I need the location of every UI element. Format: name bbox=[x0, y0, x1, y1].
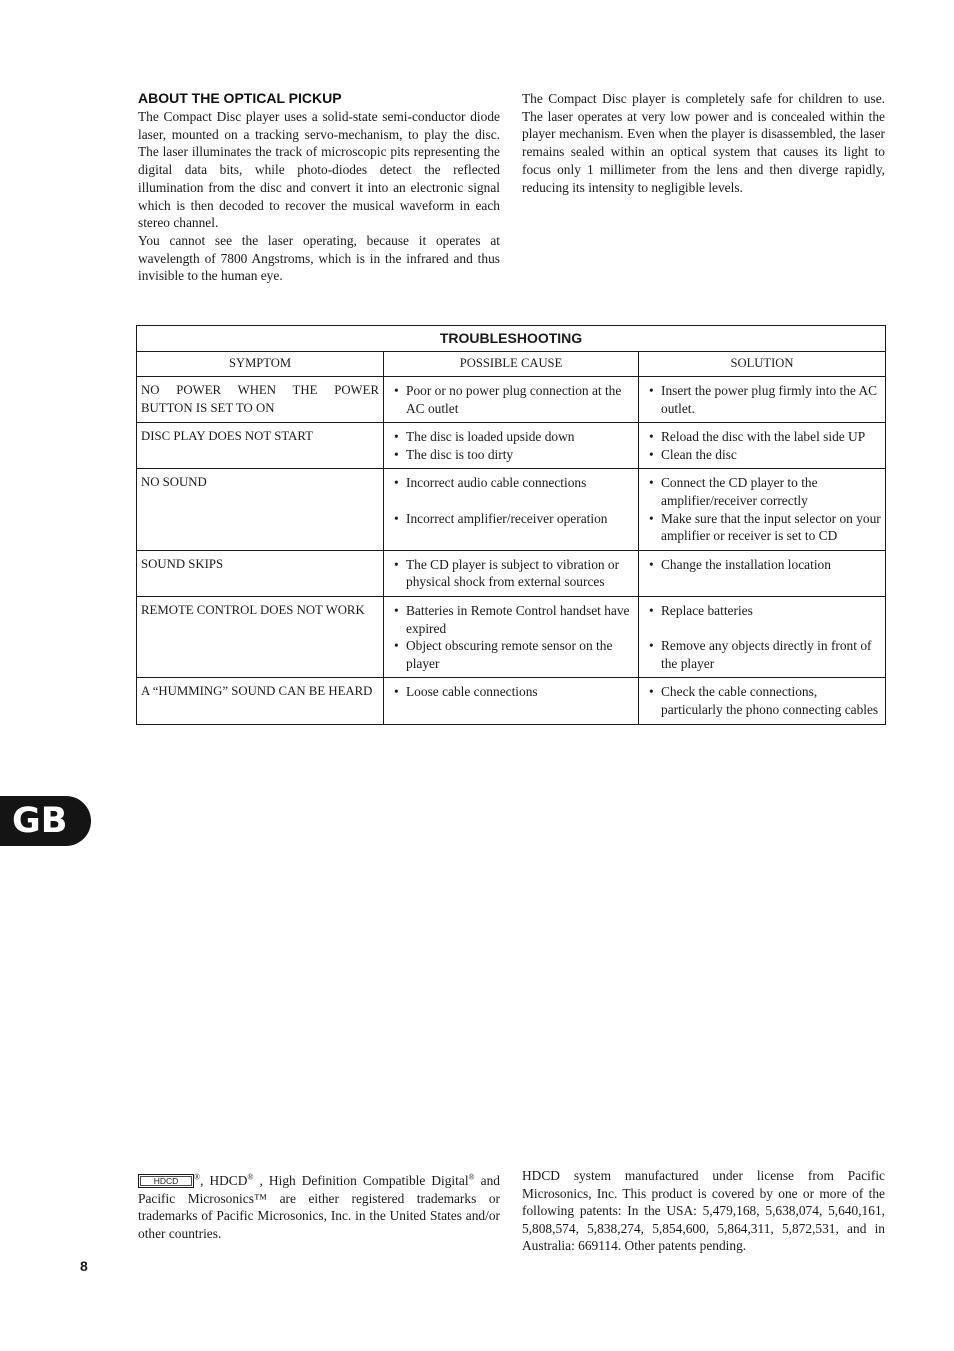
section-heading: ABOUT THE OPTICAL PICKUP bbox=[138, 90, 342, 106]
solution-item: • Replace batteries bbox=[649, 602, 881, 620]
table-row bbox=[137, 678, 886, 724]
trademark-text: and Pacific Microsonics™ are either registered trademarks or trademarks of Pacific Microsonics, Inc. in the United States and/or other countries. bbox=[138, 1173, 500, 1241]
cause-cell bbox=[384, 423, 639, 469]
cause-item: • Loose cable connections bbox=[394, 683, 634, 701]
table-row bbox=[137, 550, 886, 596]
cause-item: • Incorrect amplifier/receiver operation bbox=[394, 510, 634, 528]
symptom-cell: NO SOUND bbox=[137, 469, 384, 550]
cause-item: • Batteries in Remote Control handset have expired bbox=[394, 602, 634, 637]
cause-item: • The disc is loaded upside down bbox=[394, 428, 634, 446]
solution-item: • Insert the power plug firmly into the AC outlet. bbox=[649, 382, 881, 417]
cause-cell bbox=[384, 377, 639, 423]
solution-cell bbox=[639, 423, 886, 469]
trademark-text: , High Definition Compatible Digital bbox=[253, 1173, 469, 1188]
solution-item: • Connect the CD player to the amplifier/receiver correctly bbox=[649, 474, 881, 509]
patent-notice bbox=[522, 1167, 885, 1255]
symptom-cell: DISC PLAY DOES NOT START bbox=[137, 423, 384, 469]
hdcd-logo-text: HDCD bbox=[153, 1176, 179, 1187]
symptom-cell: SOUND SKIPS bbox=[137, 550, 384, 596]
about-optical-pickup-section bbox=[138, 90, 500, 285]
paragraph: You cannot see the laser operating, because it operates at wavelength of 7800 Angstroms, which is in the infrared and thus invisible to the human eye. bbox=[138, 232, 500, 284]
language-tab-gb: GB bbox=[0, 796, 91, 846]
solution-cell bbox=[639, 678, 886, 724]
cause-cell bbox=[384, 678, 639, 724]
paragraph: The Compact Disc player is completely safe for children to use. The laser operates at very low power and is concealed within the player mechanism. Even when the player is disassembled, the laser remains sealed within an optical system that causes its light to focus only 1 millimeter from the lens and then diverge rapidly, reducing its intensity to negligible levels. bbox=[522, 91, 885, 195]
solution-cell bbox=[639, 469, 886, 550]
registered-mark: ® bbox=[194, 1172, 201, 1182]
cause-item: • Poor or no power plug connection at the AC outlet bbox=[394, 382, 634, 417]
table-row bbox=[137, 596, 886, 677]
symptom-cell: NO POWER WHEN THE POWER BUTTON IS SET TO ON bbox=[137, 377, 384, 423]
solution-cell bbox=[639, 377, 886, 423]
solution-cell bbox=[639, 596, 886, 677]
paragraph: HDCD system manufactured under license from Pacific Microsonics, Inc. This product is covered by one or more of the following patents: In the USA: 5,479,168, 5,638,074, 5,640,161, 5,808,574, 5,838,274, 5,854,600, 5,864,311, 5,872,531, and in Australia: 669114. Other patents pending. bbox=[522, 1168, 885, 1254]
solution-cell bbox=[639, 550, 886, 596]
trademark-notice bbox=[138, 1172, 500, 1242]
cause-cell bbox=[384, 469, 639, 550]
page-number: 8 bbox=[80, 1258, 88, 1274]
symptom-cell: REMOTE CONTROL DOES NOT WORK bbox=[137, 596, 384, 677]
laser-safety-section bbox=[522, 90, 885, 196]
table-row bbox=[137, 423, 886, 469]
solution-item: • Remove any objects directly in front of the player bbox=[649, 637, 881, 672]
cause-item: • Object obscuring remote sensor on the player bbox=[394, 637, 634, 672]
troubleshooting-table bbox=[136, 325, 886, 725]
cause-item: • The CD player is subject to vibration or physical shock from external sources bbox=[394, 556, 634, 591]
cause-item: • The disc is too dirty bbox=[394, 446, 634, 464]
cause-cell bbox=[384, 596, 639, 677]
column-header-cause: POSSIBLE CAUSE bbox=[384, 352, 639, 377]
table-row bbox=[137, 469, 886, 550]
solution-item: • Change the installation location bbox=[649, 556, 881, 574]
table-row bbox=[137, 377, 886, 423]
solution-item: • Clean the disc bbox=[649, 446, 881, 464]
paragraph: The Compact Disc player uses a solid-state semi-conductor diode laser, mounted on a tracking servo-mechanism, to play the disc. The laser illuminates the track of microscopic pits representing the digital data bits, while photo-diodes detect the reflected illumination from the disc and convert it into an electronic signal which is then decoded to recover the musical waveform in each stereo channel. bbox=[138, 109, 500, 231]
hdcd-logo-icon bbox=[138, 1174, 194, 1188]
symptom-cell: A “HUMMING” SOUND CAN BE HEARD bbox=[137, 678, 384, 724]
trademark-text: , HDCD bbox=[200, 1173, 248, 1188]
solution-item: • Make sure that the input selector on your amplifier or receiver is set to CD bbox=[649, 510, 881, 545]
table-title: TROUBLESHOOTING bbox=[137, 326, 886, 352]
solution-item: • Reload the disc with the label side UP bbox=[649, 428, 881, 446]
column-header-symptom: SYMPTOM bbox=[137, 352, 384, 377]
cause-item: • Incorrect audio cable connections bbox=[394, 474, 634, 492]
registered-mark: ® bbox=[468, 1172, 475, 1182]
registered-mark: ® bbox=[247, 1172, 254, 1182]
cause-cell bbox=[384, 550, 639, 596]
column-header-solution: SOLUTION bbox=[639, 352, 886, 377]
solution-item: • Check the cable connections, particularly the phono connecting cables bbox=[649, 683, 881, 718]
